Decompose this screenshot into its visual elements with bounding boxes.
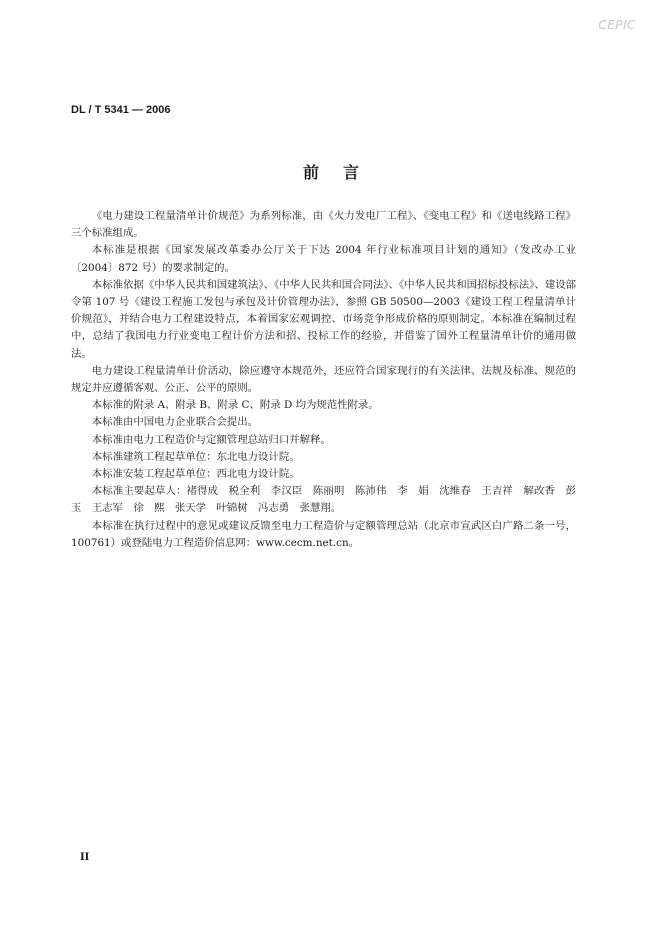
paragraph: 本标准由电力工程造价与定额管理总站归口并解释。 [91, 433, 331, 446]
page-title: 前言 [302, 163, 383, 182]
paragraph: 本标准安装工程起草单位：西北电力设计院。 [91, 468, 300, 481]
standard-number: DL / T 5341 — 2006 [71, 104, 171, 116]
paragraph: 本标准依据《中华人民共和国建筑法》、《中华人民共和国合同法》、《中华人民共和国招标投标法》、建设部令第 107 号《建设工程施工发包与承包及计价管理办法》，参照 GB 50500—2003《建设工程工程量清单计价规范》，并结合电力工程建设特点，本着国家宏观调控、市场竞争形成价格的原则制定。本标准在编制过程中，总结了我国电力行业变电工程计价方法和招、投标工作的经验，并借鉴了国外工程量清单计价的通用做法。 [71, 278, 576, 360]
paragraph: 《电力建设工程量清单计价规范》为系列标准，由《火力发电厂工程》、《变电工程》和《送电线路工程》三个标准组成。 [71, 210, 576, 240]
preface-body [71, 208, 587, 552]
paragraph: 本标准在执行过程中的意见或建议反馈至电力工程造价与定额管理总站（北京市宣武区白广路二条一号，100761）或登陆电力工程造价信息网：www.cecm.net.cn。 [71, 519, 576, 549]
paragraph: 本标准的附录 A、附录 B、附录 C、附录 D 均为规范性附录。 [91, 399, 379, 412]
page-number: II [80, 852, 90, 863]
paragraph: 本标准是根据《国家发展改革委办公厅关于下达 2004 年行业标准项目计划的通知》（发改办工业〔2004〕872 号）的要求制定的。 [71, 244, 576, 274]
paragraph: 本标准由中国电力企业联合会提出。 [91, 416, 259, 429]
publisher-logo: CEPIC [598, 18, 636, 32]
paragraph: 本标准建筑工程起草单位：东北电力设计院。 [91, 450, 300, 463]
paragraph: 本标准主要起草人：褚得成 税全利 李汉臣 陈丽明 陈沛伟 李 娟 沈维春 王吉祥 解改香 彭 玉 王志军 徐 熙 张天学 叶锦树 冯志勇 张慧翔。 [71, 485, 587, 515]
paragraph: 电力建设工程量清单计价活动，除应遵守本规范外，还应符合国家现行的有关法律、法规及标准、规范的规定并应遵循客观、公正、公平的原则。 [71, 364, 576, 395]
